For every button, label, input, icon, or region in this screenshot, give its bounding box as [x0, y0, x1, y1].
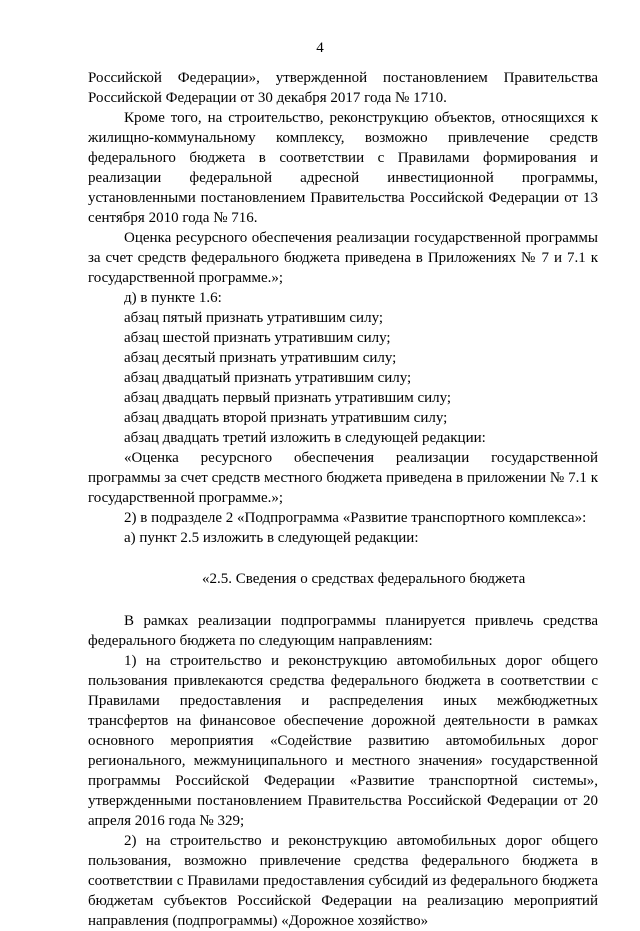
paragraph: В рамках реализации подпрограммы планируется привлечь средства федерального бюджета по следующим направлениям: — [88, 613, 598, 649]
paragraph: абзац двадцать третий изложить в следующей редакции: — [124, 430, 486, 446]
paragraph: абзац двадцать первый признать утратившим силу; — [124, 390, 452, 406]
document-body — [88, 68, 598, 931]
paragraph: Российской Федерации», утвержденной постановлением Правительства Российской Федерации от 30 декабря 2017 года № 1710. — [88, 70, 598, 106]
paragraph: Оценка ресурсного обеспечения реализации государственной программы за счет средств федерального бюджета приведена в Приложениях № 7 и 7.1 к государственной программе.»; — [88, 230, 598, 286]
paragraph: 1) на строительство и реконструкцию автомобильных дорог общего пользования привлекаются средства федерального бюджета в соответствии с Правилами предоставления и распределения иных межбюджетных трансфертов на финансовое обеспечение дорожной деятельности в рамках основного мероприятия «Содействие развитию автомобильных дорог регионального, межмуниципального и местного значения» государственной программы Российской Федерации «Развитие транспортной системы», утвержденными постановлением Правительства Российской Федерации от 20 апреля 2016 года № 329; — [88, 653, 598, 829]
paragraphs-after-title — [88, 611, 598, 931]
paragraph: д) в пункте 1.6: — [124, 290, 222, 306]
paragraph: «Оценка ресурсного обеспечения реализации государственной программы за счет средств местного бюджета приведена в приложении № 7.1 к государственной программе.»; — [88, 450, 598, 506]
paragraph: абзац пятый признать утратившим силу; — [124, 310, 384, 326]
paragraph: а) пункт 2.5 изложить в следующей редакции: — [124, 530, 419, 546]
page-number: 4 — [316, 40, 324, 56]
paragraph: абзац двадцать второй признать утратившим силу; — [124, 410, 448, 426]
paragraph: 2) на строительство и реконструкцию автомобильных дорог общего пользования, возможно привлечение средства федерального бюджета в соответствии с Правилами предоставления субсидий из федерального бюджета бюджетам субъектов Российской Федерации на реализацию мероприятий направления (подпрограммы) «Дорожное хозяйство» — [88, 833, 598, 929]
paragraph: абзац десятый признать утратившим силу; — [124, 350, 397, 366]
paragraph: абзац двадцатый признать утратившим силу; — [124, 370, 412, 386]
section-title: «2.5. Сведения о средствах федерального бюджета — [202, 571, 526, 587]
paragraph: 2) в подразделе 2 «Подпрограмма «Развитие транспортного комплекса»: — [124, 510, 587, 526]
paragraphs-before-title — [88, 68, 598, 548]
paragraph: Кроме того, на строительство, реконструкцию объектов, относящихся к жилищно-коммунальному комплексу, возможно привлечение средств федерального бюджета в соответствии с Правилами формирования и реализации федеральной адресной инвестиционной программы, установленными постановлением Правительства Российской Федерации от 13 сентября 2010 года № 716. — [88, 110, 598, 226]
paragraph: абзац шестой признать утратившим силу; — [124, 330, 391, 346]
